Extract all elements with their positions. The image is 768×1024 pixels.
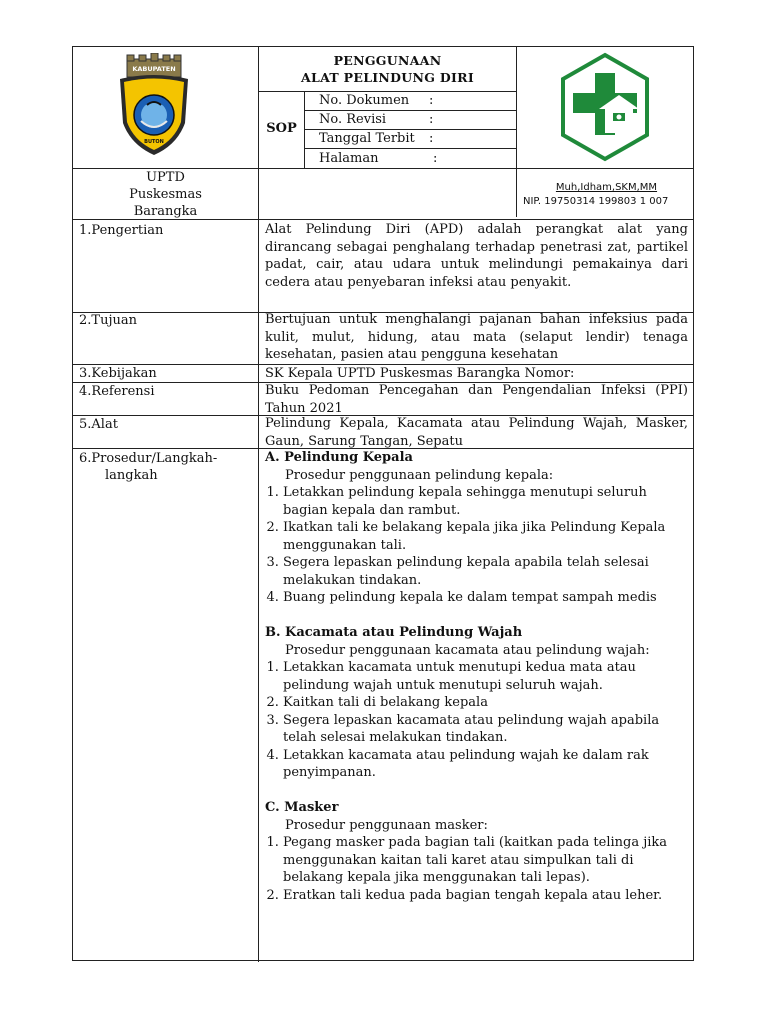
sop-label: SOP xyxy=(266,121,297,136)
label-referensi: 4.Referensi xyxy=(79,384,155,399)
list-item: 2. Ikatkan tali ke belakang kepala jika jika Pelindung Kepala menggunakan tali. xyxy=(283,519,691,554)
steps-kacamata xyxy=(265,659,691,782)
list-item: 4. Letakkan kacamata atau pelindung wajah ke dalam rak penyimpanan. xyxy=(283,747,691,782)
label-prosedur: 6.Prosedur/Langkah- langkah xyxy=(79,451,218,483)
label-kebijakan: 3.Kebijakan xyxy=(79,366,157,381)
puskesmas-logo xyxy=(557,51,653,163)
kabupaten-buton-logo xyxy=(117,53,191,159)
heading-masker: C. Masker xyxy=(265,800,339,815)
svg-text:BUTON: BUTON xyxy=(144,139,164,145)
list-item: 2. Eratkan tali kedua pada bagian tengah kepala atau leher. xyxy=(283,887,691,905)
heading-kacamata: B. Kacamata atau Pelindung Wajah xyxy=(265,625,523,640)
list-item: 2. Kaitkan tali di belakang kepala xyxy=(283,694,691,712)
signer-block xyxy=(519,181,694,209)
heading-pelindung-kepala: A. Pelindung Kepala xyxy=(265,450,413,465)
list-item: 3. Segera lepaskan kacamata atau pelindung wajah apabila telah selesai melakukan tindakan. xyxy=(283,712,691,747)
meta-tanggal-terbit: Tanggal Terbit xyxy=(319,131,415,146)
list-item: 1. Letakkan kacamata untuk menutupi kedua mata atau pelindung wajah untuk menutupi seluruh wajah. xyxy=(283,659,691,694)
list-item: 1. Letakkan pelindung kepala sehingga menutupi seluruh bagian kepala dan rambut. xyxy=(283,484,691,519)
meta-no-dokumen: No. Dokumen xyxy=(319,93,410,108)
text-tujuan: Bertujuan untuk menghalangi pajanan bahan infeksius pada kulit, mulut, hidung, atau mata (selaput lendir) tenaga kesehatan, pasien atau pengguna kesehatan xyxy=(265,312,688,362)
text-kebijakan: SK Kepala UPTD Puskesmas Barangka Nomor: xyxy=(265,366,575,381)
organization-name: UPTD Puskesmas Barangka xyxy=(129,170,202,219)
steps-pelindung-kepala xyxy=(265,484,691,607)
sop-document: KABUPATEN BUTON PENGGUNAAN ALAT PELINDUNG DIRI SOP No. Dokumen : No. Revisi : Tanggal Terbit : Halaman : UPTD Puskesmas Barangka Muh,Idham,SKM,MM NIP. 19750314 199803 1 007 1.Pengertian Alat Pelindung Diri (APD) adalah perangkat alat yang dirancang sebagai penghalang terhadap penetrasi zat, partikel padat, cair, atau udara untuk melindungi pemakainya dari cedera atau penyebaran infeksi atau penyakit. 2.Tujuan Bertujuan untuk menghalangi pajanan bahan infeksius pada kulit, mulut, hidung, atau mata (selaput lendir) tenaga kesehatan, pasien atau pengguna kesehatan 3.Kebijakan SK Kepala UPTD Puskesmas Barangka Nomor: 4.Referensi Buku Pedoman Pencegahan dan Pengendalian Infeksi (PPI) Tahun 2021 5.Alat Pelindung Kepala, Kacamata atau Pelindung Wajah, Masker, Gaun, Sarung Tangan, Sepatu 6.Prosedur/Langkah- langkah A. Pelindung Kepala Prosedur penggunaan pelindung kepala: 1. Letakkan pelindung kepala sehingga menutupi seluruh bagian kepala dan rambut. 2. Ikatkan tali ke belakang kepala jika jika Pelindung Kepala menggunakan tali. 3. Segera lepaskan pelindung kepala apabila telah selesai melakukan tindakan. 4. Buang pelindung kepala ke dalam tempat sampah medis B. Kacamata atau Pelindung Wajah Prosedur penggunaan kacamata atau pelindung wajah: 1. Letakkan kacamata untuk menutupi kedua mata atau pelindung wajah untuk menutupi seluruh wajah. 2. Kaitkan tali di belakang kepala 3. Segera lepaskan kacamata atau pelindung wajah apabila telah selesai melakukan tindakan. 4. Letakkan kacamata atau pelindung wajah ke dalam rak penyimpanan. C. Masker Prosedur penggunaan masker: 1. Pegang masker pada bagian tali (kaitkan pada telinga jika menggunakan kaitan tali karet atau simpulkan tali di belakang kepala jika menggunakan tali lepas). 2. Eratkan tali kedua pada bagian tengah kepala atau leher. xyxy=(72,46,694,961)
label-pengertian: 1.Pengertian xyxy=(79,223,164,238)
column-divider xyxy=(258,47,259,962)
text-pengertian: Alat Pelindung Diri (APD) adalah perangkat alat yang dirancang sebagai penghalang terhadap penetrasi zat, partikel padat, cair, atau udara untuk melindungi pemakainya dari cedera atau penyebaran infeksi atau penyakit. xyxy=(265,222,688,290)
document-title: PENGGUNAAN ALAT PELINDUNG DIRI xyxy=(301,53,474,85)
text-alat: Pelindung Kepala, Kacamata atau Pelindung Wajah, Masker, Gaun, Sarung Tangan, Sepatu xyxy=(265,416,688,449)
list-item: 3. Segera lepaskan pelindung kepala apabila telah selesai melakukan tindakan. xyxy=(283,554,691,589)
text-referensi: Buku Pedoman Pencegahan dan Pengendalian Infeksi (PPI) Tahun 2021 xyxy=(265,383,688,416)
svg-text:KABUPATEN: KABUPATEN xyxy=(132,65,176,73)
steps-masker xyxy=(265,834,691,904)
signer-name: Muh,Idham,SKM,MM xyxy=(555,182,658,193)
procedure-content: A. Pelindung Kepala Prosedur penggunaan pelindung kepala: 1. Letakkan pelindung kepala sehingga menutupi seluruh bagian kepala dan rambut. 2. Ikatkan tali ke belakang kepala jika jika Pelindung Kepala menggunakan tali. 3. Segera lepaskan pelindung kepala apabila telah selesai melakukan tindakan. 4. Buang pelindung kepala ke dalam tempat sampah medis B. Kacamata atau Pelindung Wajah Prosedur penggunaan kacamata atau pelindung wajah: 1. Letakkan kacamata untuk menutupi kedua mata atau pelindung wajah untuk menutupi seluruh wajah. 2. Kaitkan tali di belakang kepala 3. Segera lepaskan kacamata atau pelindung wajah apabila telah selesai melakukan tindakan. 4. Letakkan kacamata atau pelindung wajah ke dalam rak penyimpanan. C. Masker Prosedur penggunaan masker: 1. Pegang masker pada bagian tali (kaitkan pada telinga jika menggunakan kaitan tali karet atau simpulkan tali di belakang kepala jika menggunakan tali lepas). 2. Eratkan tali kedua pada bagian tengah kepala atau leher. xyxy=(265,449,691,904)
meta-halaman: Halaman xyxy=(319,151,379,166)
signer-nip: NIP. 19750314 199803 1 007 xyxy=(523,196,669,207)
meta-no-revisi: No. Revisi xyxy=(319,112,387,127)
right-logo-divider xyxy=(516,47,517,217)
list-item: 4. Buang pelindung kepala ke dalam tempat sampah medis xyxy=(283,589,691,607)
label-alat: 5.Alat xyxy=(79,417,118,432)
label-tujuan: 2.Tujuan xyxy=(79,313,137,328)
list-item: 1. Pegang masker pada bagian tali (kaitkan pada telinga jika menggunakan kaitan tali karet atau simpulkan tali di belakang kepala jika menggunakan tali lepas). xyxy=(283,834,691,887)
